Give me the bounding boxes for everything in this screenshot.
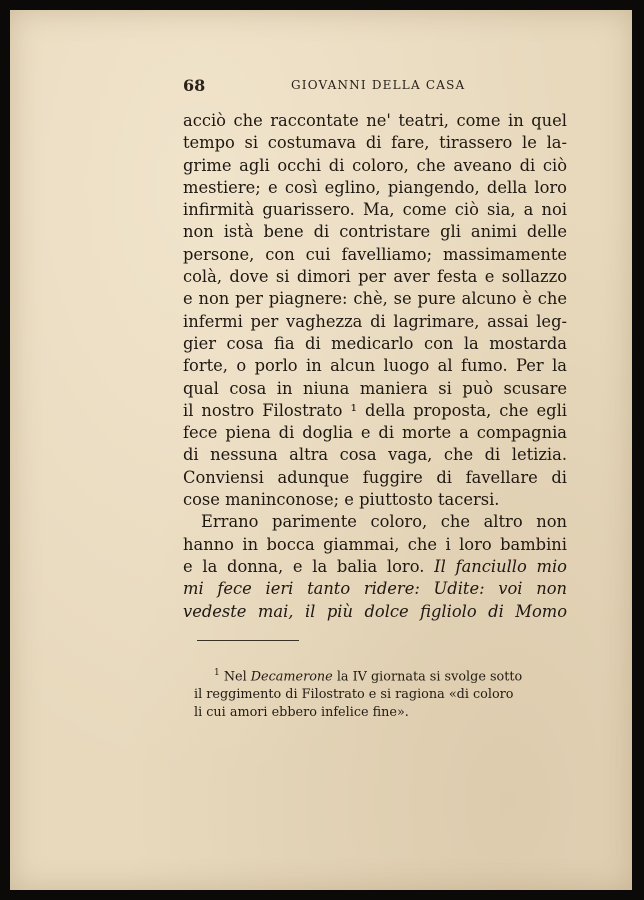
- footnote-divider: [197, 640, 299, 641]
- text-line: gier cosa fia di medicarlo con la mostarda: [183, 333, 567, 353]
- footnote-line: [194, 664, 570, 686]
- text-line: il nostro Filostrato ¹ della proposta, che egli: [183, 400, 567, 420]
- footnote: [194, 664, 570, 722]
- text-line: hanno in bocca giammai, che i loro bambini: [183, 534, 567, 554]
- italic-text-line: mi fece ieri tanto ridere: Udite: voi non: [183, 579, 567, 599]
- body-text: [183, 110, 567, 623]
- footnote-mark: 1: [214, 668, 220, 678]
- text-line: acciò che raccontate ne' teatri, come in quel: [183, 111, 567, 130]
- italic-text-line: vedeste mai, il più dolce figliolo di Momo: [183, 601, 567, 621]
- italic-text-run: Il fanciullo mio: [434, 556, 567, 576]
- page-header: [183, 76, 559, 100]
- text-line: forte, o porlo in alcun luogo al fumo. Per la: [183, 356, 567, 376]
- footnote-text: la IV giornata si svolge sotto: [336, 669, 523, 685]
- text-line: fece piena di doglia e di morte a compagnia: [183, 423, 567, 443]
- text-line: di nessuna altra cosa vaga, che di letizia.: [183, 445, 567, 465]
- text-line: mestiere; e così eglino, piangendo, della loro: [183, 177, 567, 197]
- text-line: e non per piagnere: chè, se pure alcuno è che: [183, 289, 567, 309]
- text-line: infermi per vaghezza di lagrimare, assai leg-: [183, 311, 567, 331]
- text-line: infirmità guarissero. Ma, come ciò sia, a noi: [183, 200, 567, 220]
- text-line: non istà bene di contristare gli animi delle: [183, 222, 567, 242]
- page-number: 68: [183, 76, 206, 95]
- text-line: grime agli occhi di coloro, che aveano di ciò: [183, 155, 567, 175]
- footnote-text: Nel: [223, 669, 247, 685]
- text-line-mixed: [183, 556, 567, 578]
- text-run: e la donna, e la balia loro.: [183, 556, 425, 576]
- text-line: cose maninconose; e piuttosto tacersi.: [183, 490, 500, 510]
- footnote-italic-title: Decamerone: [250, 669, 333, 685]
- running-head: GIOVANNI DELLA CASA: [291, 78, 466, 92]
- text-line: qual cosa in niuna maniera si può scusare: [183, 378, 567, 398]
- footnote-line: il reggimento di Filostrato e si ragiona «di coloro: [194, 687, 514, 703]
- text-line: tempo si costumava di fare, tirassero le la-: [183, 133, 567, 153]
- text-line: persone, con cui favelliamo; massimamente: [183, 244, 567, 264]
- text-line: colà, dove si dimori per aver festa e sollazzo: [183, 267, 567, 287]
- footnote-line: li cui amori ebbero infelice fine».: [194, 705, 409, 721]
- text-line: Conviensi adunque fuggire di favellare di: [183, 467, 567, 487]
- book-page: [10, 10, 632, 890]
- text-line: Errano parimente coloro, che altro non: [201, 512, 567, 532]
